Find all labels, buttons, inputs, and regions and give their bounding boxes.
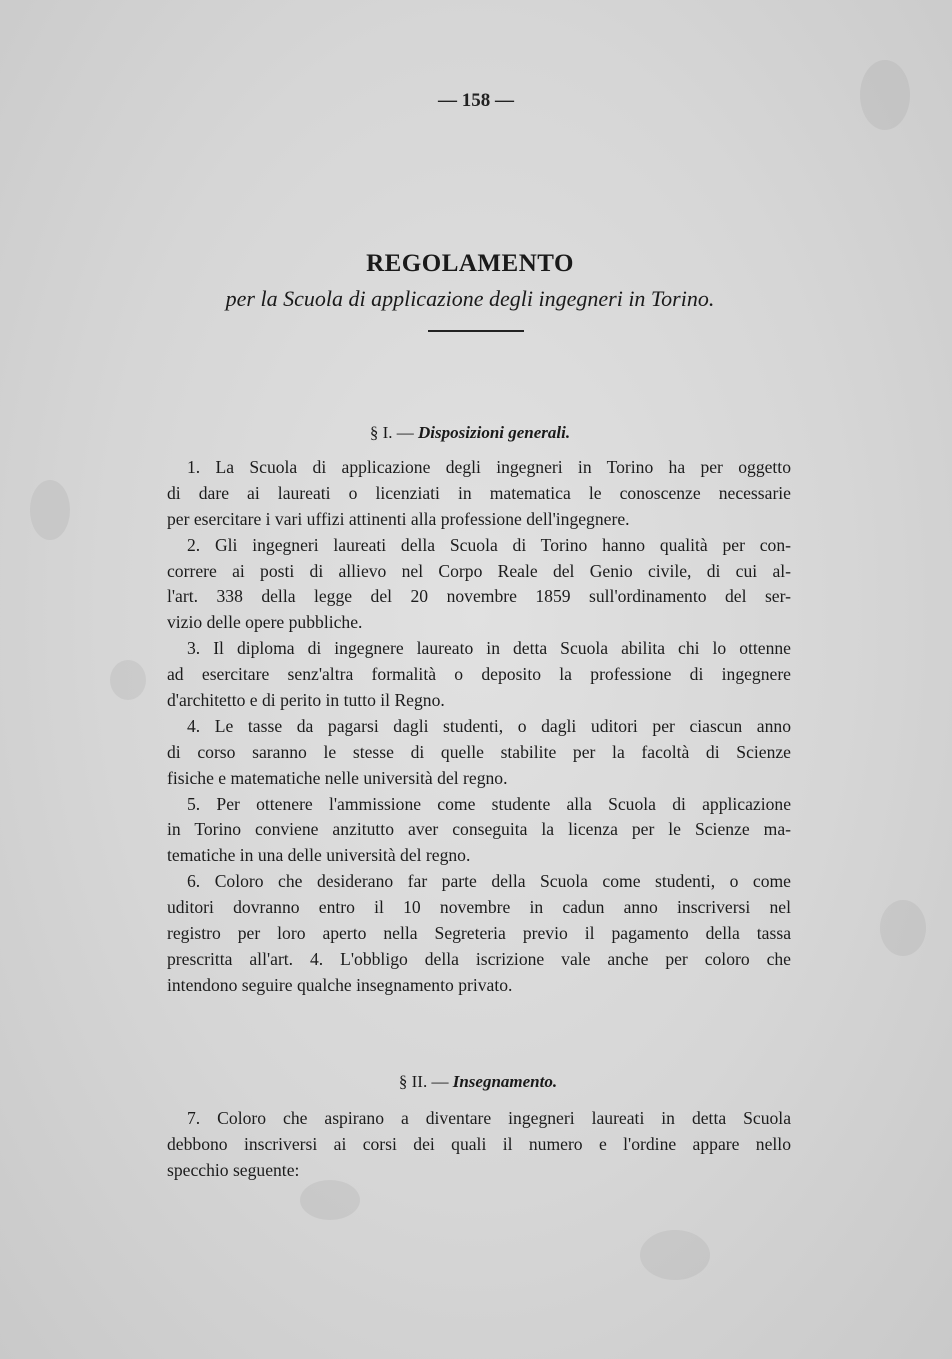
text-line: fisiche e matematiche nelle università del regno.	[167, 767, 508, 788]
document-title: REGOLAMENTO	[366, 250, 574, 277]
text-line: in Torino conviene anzitutto aver conseguita la licenza per le Scienze ma-	[167, 819, 791, 840]
section-number: § II. —	[398, 1072, 449, 1091]
paper-stain	[640, 1230, 710, 1280]
paper-stain	[110, 660, 146, 700]
section-heading-1	[0, 423, 940, 443]
text-line: 6. Coloro che desiderano far parte della Scuola come studenti, o come	[187, 871, 791, 892]
text-line: tematiche in una delle università del regno.	[167, 845, 471, 866]
section-name: Disposizioni generali.	[418, 423, 571, 442]
section-2-body	[167, 1106, 791, 1184]
text-line: 4. Le tasse da pagarsi dagli studenti, o dagli uditori per ciascun anno	[187, 715, 791, 736]
document-subtitle: per la Scuola di applicazione degli ingegneri in Torino.	[225, 286, 715, 311]
page-number: — 158 —	[438, 90, 514, 111]
section-number: § I. —	[369, 423, 414, 442]
text-line: d'architetto e di perito in tutto il Regno.	[167, 690, 445, 711]
text-line: 7. Coloro che aspirano a diventare ingegneri laureati in detta Scuola	[187, 1108, 791, 1128]
text-line: 1. La Scuola di applicazione degli ingegneri in Torino ha per oggetto	[187, 457, 791, 477]
text-line: specchio seguente:	[167, 1159, 300, 1180]
text-line: 2. Gli ingegneri laureati della Scuola di Torino hanno qualità per con-	[187, 534, 791, 555]
paper-stain	[300, 1180, 360, 1220]
text-line: l'art. 338 della legge del 20 novembre 1859 sull'ordinamento del ser-	[167, 586, 791, 607]
text-line: di dare ai laureati o licenziati in matematica le conoscenze necessarie	[167, 482, 791, 503]
text-line: debbono inscriversi ai corsi dei quali il numero e l'ordine appare nello	[167, 1133, 791, 1154]
text-line: ad esercitare senz'altra formalità o deposito la professione di ingegnere	[167, 664, 791, 685]
text-line: per esercitare i vari uffizi attinenti alla professione dell'ingegnere.	[167, 508, 630, 529]
section-name: Insegnamento.	[452, 1072, 558, 1091]
text-line: vizio delle opere pubbliche.	[167, 612, 363, 633]
text-line: 3. Il diploma di ingegnere laureato in detta Scuola abilita chi lo ottenne	[187, 638, 791, 659]
paper-stain	[880, 900, 926, 956]
text-line: registro per loro aperto nella Segreteria previo il pagamento della tassa	[167, 923, 791, 944]
text-line: di corso saranno le stesse di quelle stabilite per la facoltà di Scienze	[167, 741, 791, 762]
paper-stain	[30, 480, 70, 540]
text-line: uditori dovranno entro il 10 novembre in cadun anno inscriversi nel	[167, 897, 791, 918]
text-line: correre ai posti di allievo nel Corpo Reale del Genio civile, di cui al-	[167, 560, 791, 581]
text-line: prescritta all'art. 4. L'obbligo della iscrizione vale anche per coloro che	[167, 948, 791, 969]
text-line: 5. Per ottenere l'ammissione come studente alla Scuola di applicazione	[187, 793, 791, 814]
title-divider	[428, 330, 524, 332]
text-line: intendono seguire qualche insegnamento privato.	[167, 974, 513, 995]
section-1-body	[167, 455, 791, 999]
section-heading-2	[8, 1072, 948, 1092]
